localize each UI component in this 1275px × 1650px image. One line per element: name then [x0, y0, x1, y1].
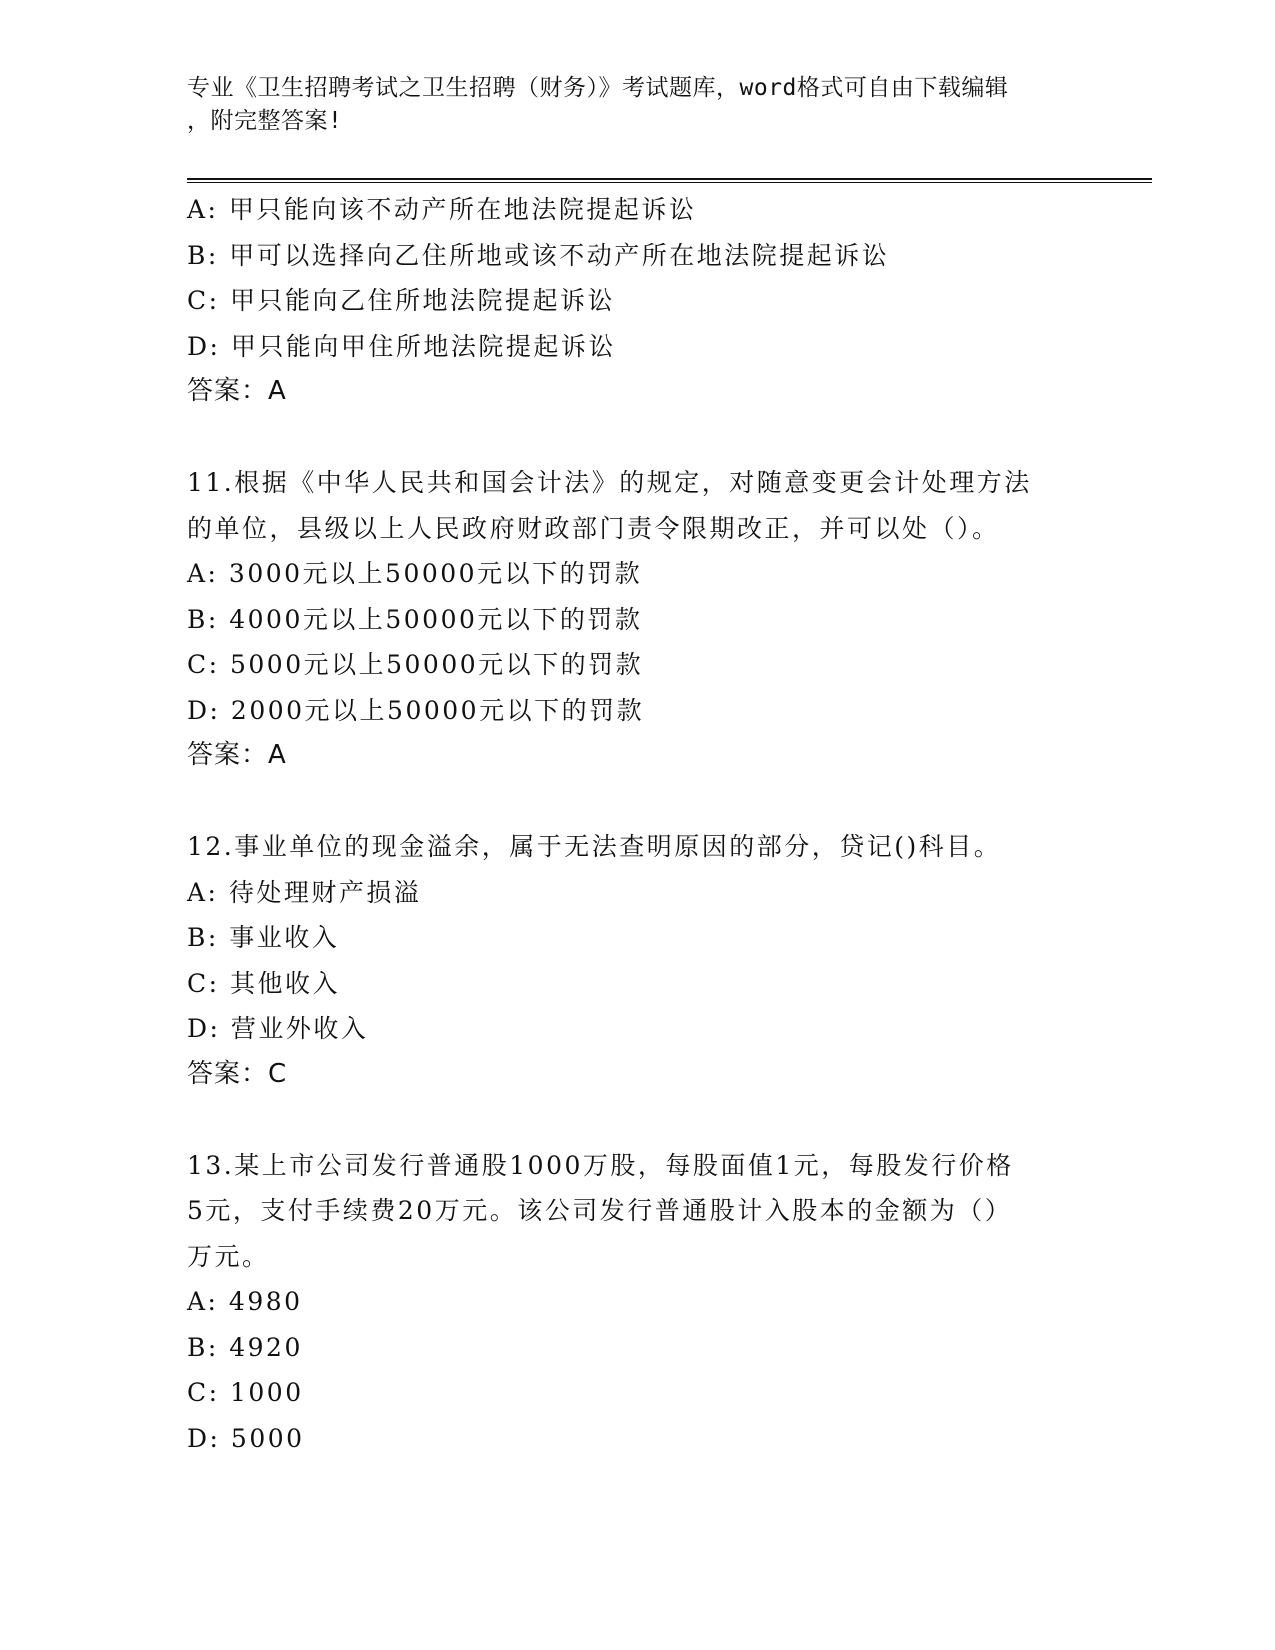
option-a: A: 甲只能向该不动产所在地法院提起诉讼: [187, 195, 697, 224]
spacer: [187, 779, 1087, 825]
question-stem: 万元。: [187, 1241, 270, 1271]
option-d: D: 5000: [187, 1423, 305, 1453]
option-a: A: 3000元以上50000元以下的罚款: [187, 559, 643, 588]
header-divider: [187, 178, 1152, 180]
question-stem: 11.根据《中华人民共和国会计法》的规定，对随意变更会计处理方法: [187, 468, 1032, 497]
question-10: [187, 187, 1087, 415]
option-b: B: 4000元以上50000元以下的罚款: [187, 604, 643, 634]
question-11: [187, 460, 1087, 779]
answer: 答案：A: [187, 376, 287, 406]
option-c: C: 其他收入: [187, 968, 340, 998]
question-stem: 12.事业单位的现金溢余，属于无法查明原因的部分，贷记()科目。: [187, 832, 1002, 861]
option-d: D: 营业外收入: [187, 1014, 369, 1043]
document-header: [187, 72, 1087, 138]
option-c: C: 5000元以上50000元以下的罚款: [187, 650, 644, 679]
question-list: [187, 187, 1087, 1461]
option-c: C: 甲只能向乙住所地法院提起诉讼: [187, 286, 615, 315]
option-c: C: 1000: [187, 1378, 304, 1407]
answer: 答案：C: [187, 1058, 288, 1089]
question-stem: 5元，支付手续费20万元。该公司发行普通股计入股本的金额为（）: [187, 1196, 1013, 1225]
option-d: D: 2000元以上50000元以下的罚款: [187, 695, 645, 725]
option-d: D: 甲只能向甲住所地法院提起诉讼: [187, 331, 616, 361]
question-stem: 13.某上市公司发行普通股1000万股，每股面值1元，每股发行价格: [187, 1150, 1014, 1180]
question-stem: 的单位，县级以上人民政府财政部门责令限期改正，并可以处（）。: [187, 513, 1000, 543]
spacer: [187, 415, 1087, 461]
answer: 答案：A: [187, 740, 287, 770]
option-b: B: 4920: [187, 1332, 303, 1362]
option-b: B: 甲可以选择向乙住所地或该不动产所在地法院提起诉讼: [187, 240, 890, 270]
question-13: [187, 1143, 1087, 1462]
header-line-1: 专业《卫生招聘考试之卫生招聘（财务）》考试题库，word格式可自由下载编辑: [187, 75, 1009, 101]
header-line-2: ，附完整答案!: [187, 108, 343, 134]
option-a: A: 待处理财产损溢: [187, 877, 422, 907]
option-a: A: 4980: [187, 1287, 303, 1316]
option-b: B: 事业收入: [187, 923, 340, 952]
question-12: [187, 824, 1087, 1097]
spacer: [187, 1097, 1087, 1143]
header-divider-thin: [187, 182, 1152, 183]
